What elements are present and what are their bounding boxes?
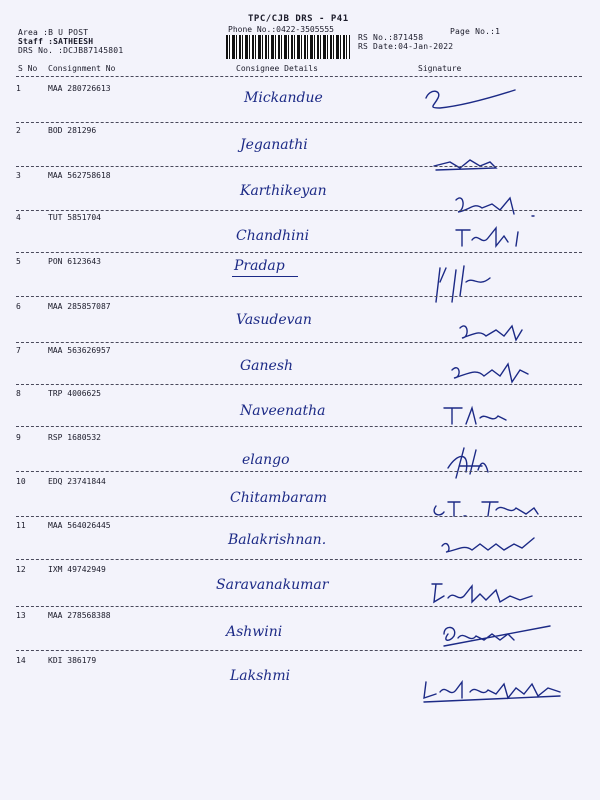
document-title: TPC/CJB DRS - P41 bbox=[248, 14, 349, 24]
row-consignment: MAA 278568388 bbox=[48, 611, 111, 620]
row-consignee: Vasudevan bbox=[236, 312, 312, 328]
signature-mark bbox=[438, 530, 558, 560]
row-sno: 6 bbox=[16, 302, 21, 311]
row-consignment: MAA 285857087 bbox=[48, 302, 111, 311]
row-consignee: Pradap bbox=[234, 258, 285, 274]
row-divider bbox=[16, 384, 582, 385]
row-sno: 11 bbox=[16, 521, 26, 530]
signature-mark bbox=[430, 494, 550, 524]
col-sno: S No bbox=[18, 64, 38, 73]
row-consignee: Ashwini bbox=[226, 624, 283, 640]
row-divider bbox=[16, 252, 582, 253]
row-consignment: TRP 4006625 bbox=[48, 389, 101, 398]
row-consignment: IXM 49742949 bbox=[48, 565, 106, 574]
row-sno: 9 bbox=[16, 433, 21, 442]
rs-date: RS Date:04-Jan-2022 bbox=[358, 42, 454, 51]
row-divider bbox=[16, 342, 582, 343]
barcode bbox=[226, 35, 350, 59]
row-divider bbox=[16, 516, 582, 517]
row-sno: 8 bbox=[16, 389, 21, 398]
signature-mark bbox=[448, 356, 568, 386]
row-consignment: PON 6123643 bbox=[48, 257, 101, 266]
row-divider bbox=[16, 606, 582, 607]
row-sno: 10 bbox=[16, 477, 26, 486]
row-divider bbox=[16, 650, 582, 651]
row-consignee: Chitambaram bbox=[230, 490, 328, 506]
col-consignee: Consignee Details bbox=[236, 64, 318, 73]
signature-mark bbox=[420, 674, 570, 704]
row-consignment: TUT 5851704 bbox=[48, 213, 101, 222]
row-consignment: RSP 1680532 bbox=[48, 433, 101, 442]
row-divider bbox=[16, 210, 582, 211]
header-rule bbox=[16, 76, 582, 77]
row-consignee: Karthikeyan bbox=[240, 183, 327, 199]
signature-mark bbox=[428, 578, 548, 608]
signature-mark bbox=[430, 262, 550, 306]
row-sno: 4 bbox=[16, 213, 21, 222]
row-consignee: Ganesh bbox=[240, 358, 294, 374]
row-sno: 12 bbox=[16, 565, 26, 574]
row-consignee: Saravanakumar bbox=[216, 577, 329, 593]
row-sno: 1 bbox=[16, 84, 21, 93]
signature-mark bbox=[420, 84, 540, 114]
signature-mark bbox=[438, 620, 558, 650]
row-consignment: MAA 564026445 bbox=[48, 521, 111, 530]
row-sno: 13 bbox=[16, 611, 26, 620]
signature-mark bbox=[442, 444, 562, 484]
row-consignment: MAA 563626957 bbox=[48, 346, 111, 355]
row-consignee: Balakrishnan. bbox=[228, 532, 327, 548]
row-consignee: Chandhini bbox=[236, 228, 310, 244]
row-consignee: Naveenatha bbox=[240, 403, 326, 419]
row-divider bbox=[16, 471, 582, 472]
row-divider bbox=[16, 426, 582, 427]
row-sno: 2 bbox=[16, 126, 21, 135]
row-consignment: KDI 386179 bbox=[48, 656, 97, 665]
phone-number: Phone No.:0422-3505555 bbox=[228, 25, 334, 34]
col-signature: Signature bbox=[418, 64, 462, 73]
row-divider bbox=[16, 122, 582, 123]
row-divider bbox=[16, 166, 582, 167]
rs-number: RS No.:871458 bbox=[358, 33, 424, 42]
row-divider bbox=[16, 296, 582, 297]
row-divider bbox=[16, 559, 582, 560]
strike-mark bbox=[232, 276, 298, 277]
row-consignment: BOD 281296 bbox=[48, 126, 97, 135]
row-sno: 3 bbox=[16, 171, 21, 180]
signature-mark bbox=[430, 150, 550, 180]
row-consignee: Lakshmi bbox=[230, 668, 291, 684]
page-number: Page No.:1 bbox=[450, 27, 501, 36]
col-consignment: Consignment No bbox=[48, 64, 116, 73]
row-consignee: Jeganathi bbox=[240, 137, 308, 153]
staff-label: Staff :SATHEESH bbox=[18, 37, 94, 46]
signature-mark bbox=[452, 222, 572, 252]
row-consignee: Mickandue bbox=[244, 90, 323, 106]
signature-mark bbox=[452, 190, 572, 220]
header-left bbox=[18, 28, 123, 55]
row-sno: 7 bbox=[16, 346, 21, 355]
row-sno: 5 bbox=[16, 257, 21, 266]
row-consignee: elango bbox=[242, 452, 290, 468]
row-consignment: MAA 280726613 bbox=[48, 84, 111, 93]
row-consignment: EDQ 23741844 bbox=[48, 477, 106, 486]
drs-number: DRS No. :DCJB87145801 bbox=[18, 46, 124, 55]
rs-info bbox=[358, 33, 453, 51]
area-label: Area :B U POST bbox=[18, 28, 89, 37]
row-sno: 14 bbox=[16, 656, 26, 665]
row-consignment: MAA 562758618 bbox=[48, 171, 111, 180]
